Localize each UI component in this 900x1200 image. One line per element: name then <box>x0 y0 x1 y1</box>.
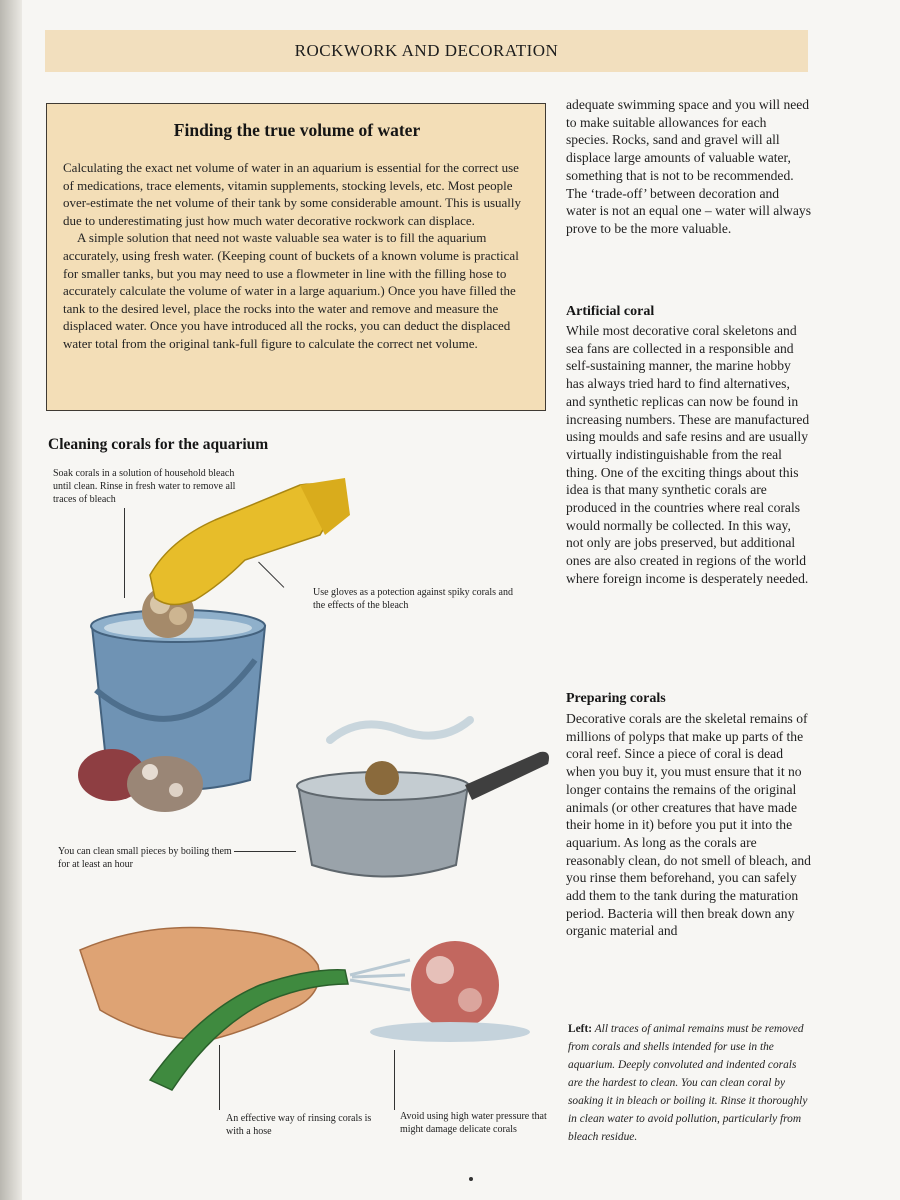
leader-boil <box>234 851 296 852</box>
saucepan-drawing <box>297 752 549 877</box>
sprayed-coral <box>350 941 530 1042</box>
artificial-coral-text: While most decorative coral skeletons and sea fans are collected in a responsible and self-sustaining manner, the marine hobby has always tried hard to find alternatives, and synthetic replicas can now be found in increasing numbers. These are manufactured using moulds and safe resins and are usually virtually indistinguishable from the real thing. One of the exciting things about this idea is that many synthetic corals are produced in the countries where real corals would normally be collected. In this way, not only are jobs preserved, but additional ones are also created in regions of the world where foreign income is desperately needed. <box>566 323 810 586</box>
preparing-corals-section <box>566 710 811 940</box>
preparing-corals-heading: Preparing corals <box>566 691 666 706</box>
left-caption-text: All traces of animal remains must be removed from corals and shells intended for use in the aquarium. Deeply convoluted and indented corals are the hardest to clean. You can clean coral by soaking it in bleach or boiling it. Rinse it thoroughly in clean water to avoid pollution, particularly from bleach residue. <box>568 1023 808 1143</box>
leader-hose <box>219 1045 220 1110</box>
intro-paragraph <box>566 96 811 238</box>
leader-pressure <box>394 1050 395 1110</box>
artificial-coral-section <box>566 322 811 588</box>
illustration-heading: Cleaning corals for the aquarium <box>48 436 269 453</box>
caption-hose: An effective way of rinsing corals is with a hose <box>226 1113 372 1137</box>
caption-pressure: Avoid using high water pressure that might damage delicate corals <box>400 1111 547 1135</box>
leader-soak <box>124 508 125 598</box>
page-dot <box>469 1177 473 1181</box>
box-paragraph-2: A simple solution that need not waste valuable sea water is to fill the aquarium accurately, using fresh water. (Keeping count of buckets of a known volume is practical for smaller tanks, but you may need to use a flowmeter in line with the filling hose to accurately calculate the volume of water in a large aquarium.) Once you have filled the tank to the desired level, place the rocks into the water and remove and measure the displaced water. Once you have introduced all the rocks, you can deduct the displaced water total from the original tank-full figure to calculate the correct net volume. <box>63 230 519 351</box>
page-header-title: ROCKWORK AND DECORATION <box>294 41 559 60</box>
hand-with-hose <box>80 928 348 1091</box>
artificial-coral-heading: Artificial coral <box>566 304 655 319</box>
intro-text: adequate swimming space and you will need to make suitable allowances for each species. Rocks, sand and gravel will all displace large amounts of valuable water, something that is not to be recommended. The ‘trade-off’ between decoration and water is not an equal one – water will always prove to be the more valuable. <box>566 97 811 236</box>
left-caption-label: Left: <box>568 1023 593 1035</box>
box-title: Finding the true volume of water <box>173 120 421 140</box>
caption-gloves: Use gloves as a potection against spiky corals and the effects of the bleach <box>313 587 513 611</box>
caption-boil: You can clean small pieces by boiling them for at least an hour <box>58 846 232 870</box>
caption-soak: Soak corals in a solution of household bleach until clean. Rinse in fresh water to remove all traces of bleach <box>53 468 236 505</box>
preparing-corals-text: Decorative corals are the skeletal remains of millions of polyps that make up parts of the coral reef. Since a piece of coral is dead when you buy it, you must ensure that it no longer contains the remains of the original animals (or other creatures that have made their home in it) before you put it into the aquarium. As long as the corals are reasonably clean, do not smell of bleach, and you rinse them beforehand, you can safely add them to the tank during the maturation period. Bacteria will then break down any organic material and <box>566 711 811 939</box>
box-paragraph-1: Calculating the exact net volume of water in an aquarium is essential for the correct use of medications, trace elements, vitamin supplements, stocking levels, etc. Most people over-estimate the net volume of their tank by some considerable amount. This is usually due to underestimating just how much water decorative rockwork can displace. <box>63 160 522 228</box>
steam <box>330 720 470 740</box>
left-caption <box>568 1020 808 1146</box>
